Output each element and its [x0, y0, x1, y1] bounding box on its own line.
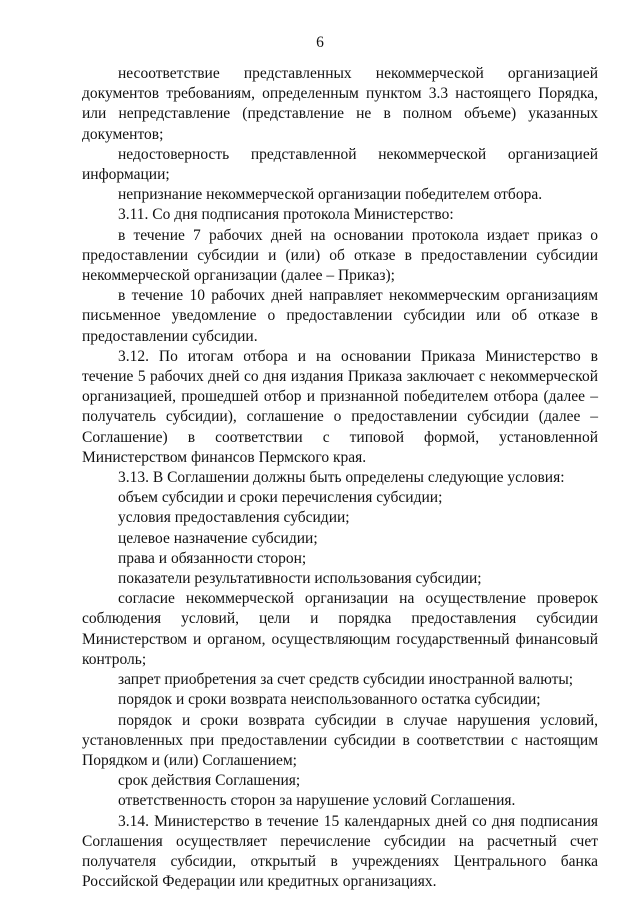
paragraph-info-unreliable: недостоверность представленной некоммерческой организацией информации;: [82, 145, 598, 184]
condition-amount: объем субсидии и сроки перечисления субсидии;: [118, 489, 443, 507]
paragraph-3-14: 3.14. Министерство в течение 15 календарных дней со дня подписания Соглашения осуществляет перечисление субсидии на расчетный счет получателя субсидии, открытый в учреждениях Центрального банка Российской Федерации или кредитных организациях.: [82, 812, 598, 891]
condition-rights: права и обязанности сторон;: [118, 549, 307, 567]
paragraph-notification: в течение 10 рабочих дней направляет некоммерческим организациям письменное уведомление о предоставлении субсидии или об отказе в предоставлении субсидии.: [82, 287, 598, 345]
paragraph-order-issue: в течение 7 рабочих дней на основании протокола издает приказ о предоставлении субсидии и (или) об отказе в предоставлении субсидии некоммерческой организации (далее – Приказ);: [82, 226, 598, 285]
condition-unused-return: порядок и сроки возврата неиспользованного остатка субсидии;: [118, 691, 541, 709]
condition-liability: ответственность сторон за нарушение условий Соглашения.: [118, 792, 516, 810]
document-body: [82, 64, 598, 892]
paragraph-not-winner: непризнание некоммерческой организации победителем отбора.: [118, 186, 543, 204]
condition-indicators: показатели результативности использования субсидии;: [118, 570, 482, 588]
paragraph-3-12: 3.12. По итогам отбора и на основании Приказа Министерство в течение 5 рабочих дней со дня издания Приказа заключает с некоммерческой организацией, прошедшей отбор и признанной победителем отбора (далее – получатель субсидии), соглашение о предоставлении субсидии (далее – Соглашение) в соответствии с типовой формой, установленной Министерством финансов Пермского края.: [82, 347, 598, 466]
paragraph-3-13: 3.13. В Соглашении должны быть определены следующие условия:: [118, 469, 565, 487]
page-number: 6: [316, 34, 324, 51]
condition-currency-ban: запрет приобретения за счет средств субсидии иностранной валюты;: [118, 671, 574, 689]
paragraph-docs-mismatch: несоответствие представленных некоммерческой организацией документов требованиям, определенным пунктом 3.3 настоящего Порядка, или непредставление (представление не в полном объеме) указанных документов;: [82, 65, 598, 143]
paragraph-3-11: 3.11. Со дня подписания протокола Министерство:: [118, 206, 454, 224]
condition-purpose: целевое назначение субсидии;: [118, 529, 318, 547]
condition-audit-consent: согласие некоммерческой организации на осуществление проверок соблюдения условий, цели и порядка предоставления субсидии Министерством и органом, осуществляющим государственный финансовый контроль;: [82, 590, 598, 668]
condition-violation-return: порядок и сроки возврата субсидии в случае нарушения условий, установленных при предоставлении субсидии в соответствии с настоящим Порядком и (или) Соглашением;: [82, 711, 598, 769]
condition-terms: условия предоставления субсидии;: [118, 509, 350, 527]
condition-term: срок действия Соглашения;: [118, 772, 301, 790]
